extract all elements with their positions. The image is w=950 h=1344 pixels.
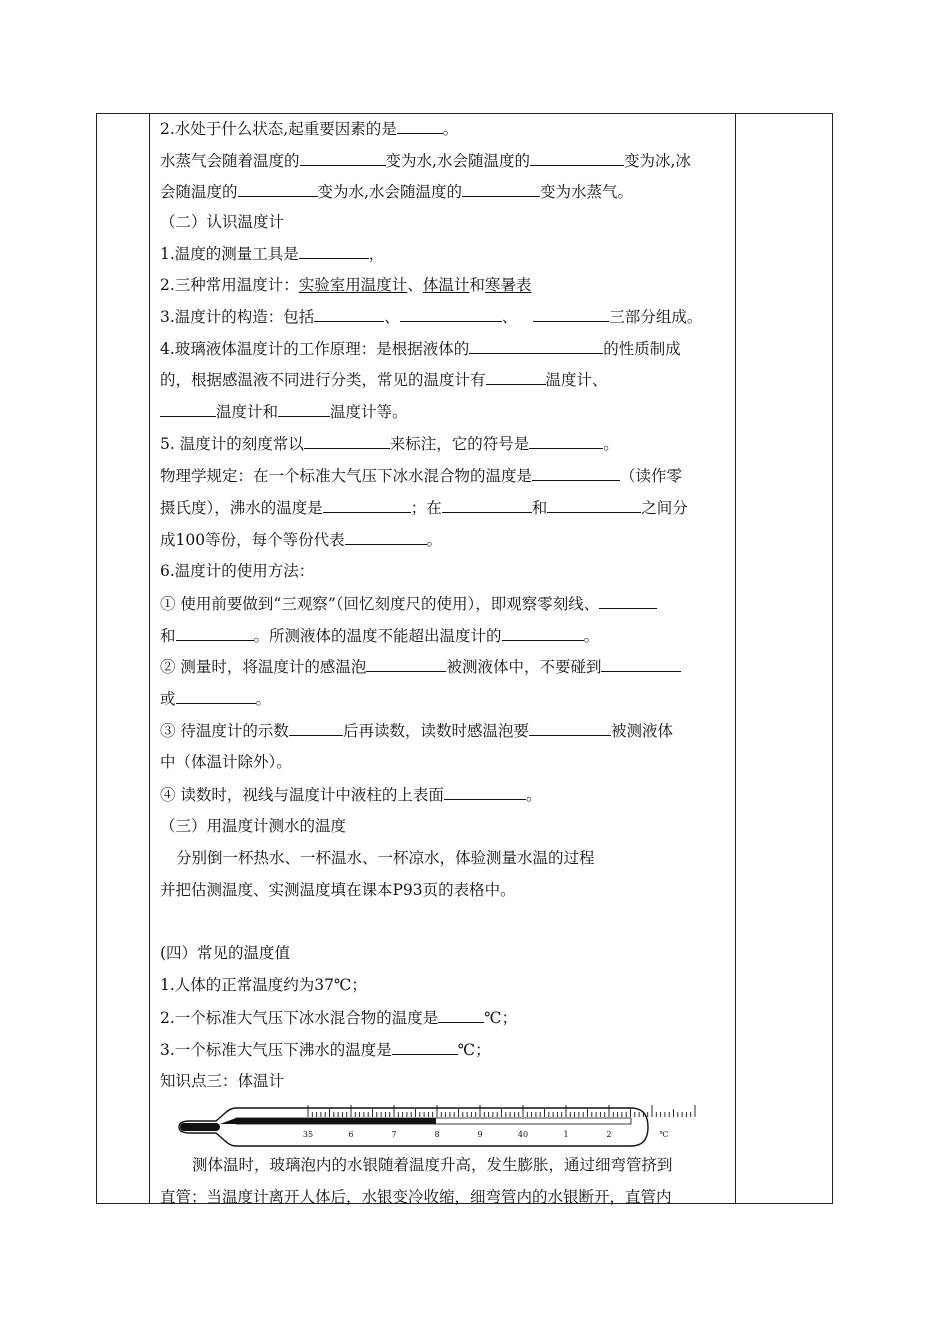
fill-blank (238, 179, 318, 197)
table-column-divider (735, 113, 736, 1204)
scale-label: 9 (477, 1130, 483, 1139)
text-line: 3.一个标准大气压下沸水的温度是 ℃； (160, 1037, 491, 1061)
fill-blank (397, 116, 443, 134)
text-line: 分别倒一杯热水、一杯温水、一杯凉水，体验测量水温的过程 (176, 849, 595, 867)
section-heading: （二）认识温度计 (160, 213, 285, 231)
fill-blank (289, 718, 343, 736)
text-line: 物理学规定：在一个标准大气压下冰水混合物的温度是 （读作零 (160, 463, 682, 487)
fill-blank (300, 148, 386, 166)
fill-blank (278, 399, 330, 417)
fill-blank (469, 336, 603, 354)
fill-blank (176, 686, 256, 704)
text-line: 和 。所测液体的温度不能超出温度计的 。 (160, 623, 599, 647)
text-line: 的，根据感温液不同进行分类，常见的温度计有 温度计、 (160, 367, 608, 391)
fill-blank (438, 1005, 484, 1023)
text-line: 1.人体的正常温度约为37℃； (160, 976, 367, 994)
fill-blank (529, 431, 603, 449)
text-line: 4.玻璃液体温度计的工作原理：是根据液体的 的性质制成 (160, 336, 681, 360)
scale-label: 7 (391, 1130, 397, 1139)
scale-label: ℃ (659, 1130, 669, 1139)
fill-blank (366, 654, 446, 672)
fill-blank (392, 1037, 458, 1055)
text-line: ① 使用前要做到“三观察”（回忆刻度尺的使用），即观察零刻线、 (160, 591, 657, 615)
text-line: 5. 温度计的刻度常以 来标注，它的符号是 。 (160, 431, 619, 455)
text-line: 并把估测温度、实测温度填在课本P93页的表格中。 (160, 881, 516, 899)
fill-blank (314, 304, 384, 322)
text-line: 3.温度计的构造：包括 、 、 三部分组成。 (160, 304, 702, 328)
fill-blank (547, 495, 641, 513)
fill-blank (160, 399, 216, 417)
text-line: 6.温度计的使用方法： (160, 562, 315, 580)
text-line: 2.水处于什么状态,起重要因素的是 。 (160, 116, 458, 140)
text-line: 知识点三：体温计 (160, 1072, 285, 1090)
text-line: 或 。 (160, 686, 271, 710)
text-line: 水蒸气会随着温度的 变为水,水会随温度的 变为冰,冰 (160, 148, 691, 172)
fill-blank (502, 623, 584, 641)
section-heading: （三）用温度计测水的温度 (160, 817, 347, 835)
text-line: 摄氏度），沸水的温度是 ；在 和 之间分 (160, 495, 688, 519)
fill-blank (345, 527, 427, 545)
fill-blank (486, 367, 546, 385)
fill-blank (462, 179, 540, 197)
table-column-divider (149, 113, 150, 1204)
fill-blank (400, 304, 502, 322)
scale-label: 40 (517, 1130, 529, 1139)
fill-blank (323, 495, 411, 513)
scale-label: 35 (302, 1130, 314, 1139)
fill-blank (532, 463, 620, 481)
text-line: ② 测量时，将温度计的感温泡 被测液体中，不要碰到 (160, 654, 681, 678)
scale-label: 6 (348, 1130, 354, 1139)
text-line: 2.三种常用温度计：实验室用温度计、体温计和寒暑表 (160, 276, 532, 294)
fill-blank (533, 304, 609, 322)
fill-blank (444, 782, 526, 800)
text-line: 中（体温计除外）。 (160, 753, 292, 771)
text-line: ④ 读数时，视线与温度计中液柱的上表面 。 (160, 782, 541, 806)
fill-blank (176, 623, 254, 641)
text-line: ③ 待温度计的示数 后再读数，读数时感温泡要 被测液体 (160, 718, 673, 742)
fill-blank (299, 241, 369, 259)
text-line: 1.温度的测量工具是 ， (160, 241, 384, 265)
text-line: 温度计和 温度计等。 (160, 399, 408, 423)
fill-blank (304, 431, 390, 449)
fill-blank (599, 591, 657, 609)
section-heading: (四）常见的温度值 (160, 944, 291, 962)
scale-label: 8 (434, 1130, 440, 1139)
scale-label: 2 (606, 1130, 612, 1139)
text-line: 成100等份，每个等份代表 。 (160, 527, 442, 551)
text-line: 2.一个标准大气压下冰水混合物的温度是 ℃； (160, 1005, 517, 1029)
clinical-thermometer-illustration (176, 1104, 669, 1150)
scale-label: 1 (563, 1130, 569, 1139)
fill-blank (442, 495, 532, 513)
fill-blank (601, 654, 681, 672)
text-line: 测体温时，玻璃泡内的水银随着温度升高，发生膨胀，通过细弯管挤到 (192, 1156, 673, 1174)
fill-blank (529, 718, 611, 736)
fill-blank (530, 148, 624, 166)
text-line: 直管；当温度计离开人体后，水银变冷收缩，细弯管内的水银断开，直管内 (160, 1188, 672, 1206)
text-line: 会随温度的 变为水,水会随温度的 变为水蒸气。 (160, 179, 633, 203)
